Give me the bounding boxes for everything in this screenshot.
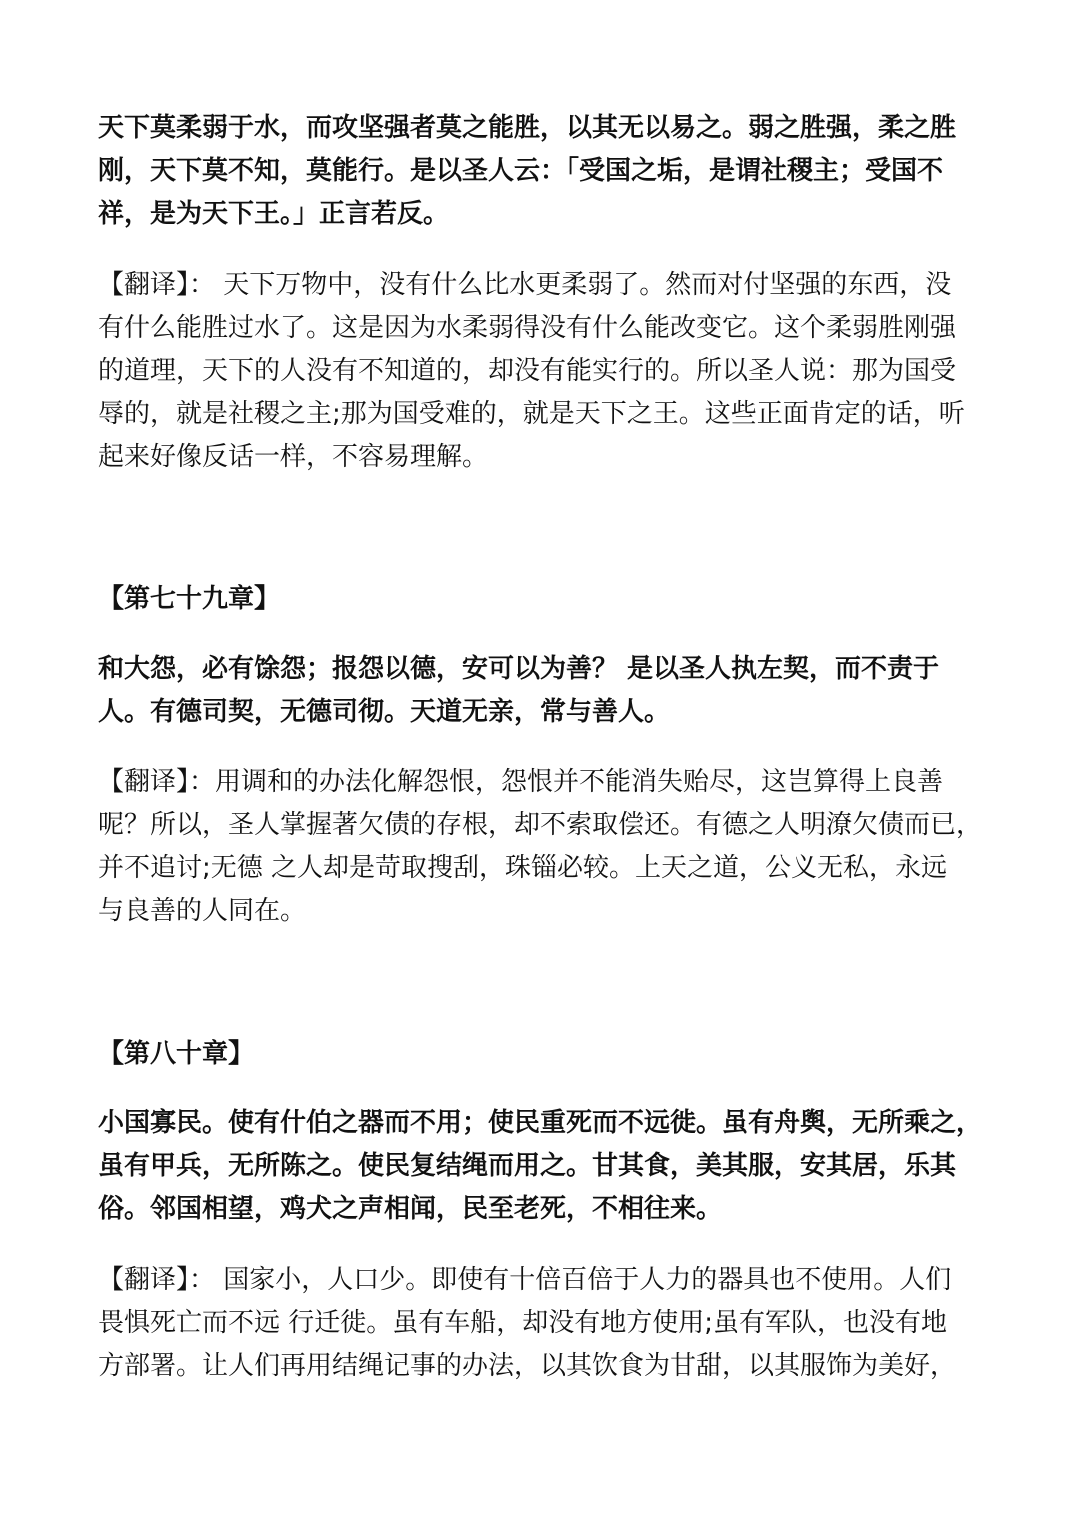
text-line: 人。有德司契，无德司彻。天道无亲，常与善人。 [98, 697, 671, 727]
text-line: 俗。邻国相望，鸡犬之声相闻，民至老死，不相往来。 [98, 1194, 723, 1224]
chapter-heading-80: 【第八十章】 [98, 1039, 255, 1069]
text-line: 小国寡民。使有什伯之器而不用；使民重死而不远徙。虽有舟舆，无所乘之， [98, 1108, 983, 1138]
text-line: 呢？所以，圣人掌握著欠债的存根，却不索取偿还。有德之人明潦欠债而已， [98, 810, 983, 840]
text-line: 虽有甲兵，无所陈之。使民复结绳而用之。甘其食，美其服，安其居，乐其 [98, 1151, 957, 1181]
text-line: 并不追讨;无德 之人却是苛取搜刮，珠锱必较。上天之道，公义无私，永远 [98, 853, 948, 883]
text-line: 和大怨，必有馀怨；报怨以德，安可以为善？ 是以圣人执左契，而不责于 [98, 654, 940, 684]
text-line: 天下莫柔弱于水，而攻坚强者莫之能胜，以其无以易之。弱之胜强，柔之胜 [98, 113, 957, 143]
text-line: 方部署。让人们再用结绳记事的办法，以其饮食为甘甜，以其服饰为美好， [98, 1351, 957, 1381]
ch78-translation [98, 264, 1008, 479]
ch79-translation [98, 761, 1008, 933]
text-line: 有什么能胜过水了。这是因为水柔弱得没有什么能改变它。这个柔弱胜刚强 [98, 313, 957, 343]
ch80-original-text [98, 1102, 1008, 1231]
text-line: 【翻译】：用调和的办法化解怨恨，怨恨并不能消失贻尽，这岂算得上良善 [98, 767, 944, 797]
text-line: 【翻译】： 国家小，人口少。即使有十倍百倍于人力的器具也不使用。人们 [98, 1265, 952, 1295]
ch80-translation [98, 1259, 1008, 1388]
text-line: 刚，天下莫不知，莫能行。是以圣人云：「受国之垢，是谓社稷主；受国不 [98, 156, 944, 186]
text-line: 畏惧死亡而不远 行迁徙。虽有车船，却没有地方使用;虽有军队，也没有地 [98, 1308, 948, 1338]
text-line: 辱的，就是社稷之主;那为国受难的，就是天下之王。这些正面肯定的话，听 [98, 399, 965, 429]
text-line: 的道理，天下的人没有不知道的，却没有能实行的。所以圣人说：那为国受 [98, 356, 957, 386]
text-line: 祥，是为天下王。」正言若反。 [98, 199, 450, 229]
text-line: 【翻译】： 天下万物中，没有什么比水更柔弱了。然而对付坚强的东西，没 [98, 270, 952, 300]
ch78-original-text [98, 107, 1008, 236]
ch79-original-text [98, 648, 1008, 734]
chapter-heading-79: 【第七十九章】 [98, 584, 281, 614]
text-line: 起来好像反话一样，不容易理解。 [98, 442, 489, 472]
text-line: 与良善的人同在。 [98, 896, 307, 926]
